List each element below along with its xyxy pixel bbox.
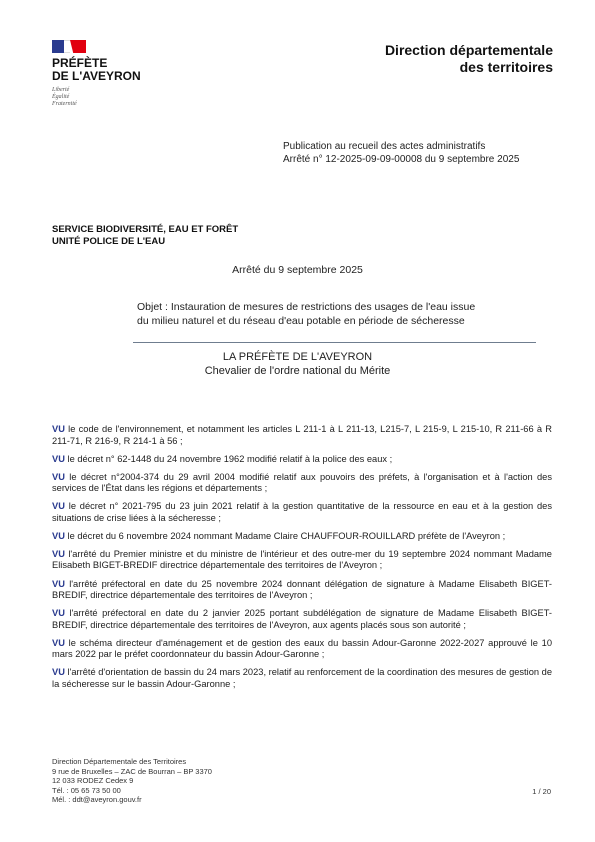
vu-text: le décret du 6 novembre 2024 nommant Madame Claire CHAUFFOUR-ROUILLARD préfète de l'Aveyron ; <box>67 530 506 541</box>
vu-keyword: VU <box>52 637 65 648</box>
vu-keyword: VU <box>52 424 65 434</box>
vu-keyword: VU <box>52 667 65 678</box>
issuing-directorate <box>385 42 553 76</box>
motto-line: Fraternité <box>52 101 77 107</box>
prefete-title: LA PRÉFÈTE DE L'AVEYRON <box>222 351 373 363</box>
marianne-flag-icon <box>52 40 86 53</box>
vu-item <box>52 531 552 543</box>
logo-line-2: DE L'AVEYRON <box>52 69 141 83</box>
vu-keyword: VU <box>52 530 65 541</box>
vu-item <box>52 608 552 631</box>
vu-text: l'arrêté préfectoral en date du 25 novembre 2024 donnant délégation de signature à Madame Elisabeth BIGET-BREDIF, directrice départementale des territoires de l'Aveyron ; <box>52 578 552 601</box>
prefete-subtitle: Chevalier de l'ordre national du Mérite <box>204 365 391 377</box>
vu-text: l'arrêté du Premier ministre et du ministre de l'intérieur et des outre-mer du 19 septembre 2024 nommant Madame Elisabeth BIGET-BREDIF directrice départementale des territoires de l'Aveyron ; <box>52 548 552 571</box>
vu-text: le décret n° 62-1448 du 24 novembre 1962 modifié relatif à la police des eaux ; <box>67 453 393 464</box>
motto <box>52 87 162 108</box>
objet-block <box>137 300 557 328</box>
motto-line: Liberté <box>52 87 70 93</box>
vu-text: le schéma directeur d'aménagement et de gestion des eaux du bassin Adour-Garonne 2022-2027 approuvé le 10 mars 2022 par le préfet coordonnateur du bassin Adour-Garonne ; <box>52 637 552 660</box>
separator-rule <box>133 342 536 343</box>
footer-email: Mél. : ddt@aveyron.gouv.fr <box>52 795 142 804</box>
arrete-date: Arrêté du 9 septembre 2025 <box>232 264 363 276</box>
vu-item <box>52 454 552 466</box>
footer-line-2: 9 rue de Bruxelles – ZAC de Bourran – BP 3370 <box>52 766 212 776</box>
vu-text: l'arrêté préfectoral en date du 2 janvier 2025 portant subdélégation de signature de Madame Elisabeth BIGET-BREDIF, directrice départementale des territoires de l'Aveyron, aux agents placés sous son autorité ; <box>52 608 552 630</box>
directorate-line-1: Direction départementale <box>384 42 553 58</box>
vu-keyword: VU <box>52 608 65 619</box>
directorate-line-2: des territoires <box>459 59 553 75</box>
publication-line-1: Publication au recueil des actes administratifs <box>283 141 486 152</box>
vu-keyword: VU <box>52 453 65 464</box>
vu-item <box>52 667 552 690</box>
vu-item <box>52 501 552 524</box>
vu-item <box>52 638 552 661</box>
vu-text: le décret n° 2021-795 du 23 juin 2021 relatif à la gestion quantitative de la ressource en eau et à la gestion des situations de crise liées à la sécheresse ; <box>52 501 552 523</box>
vu-item <box>52 549 552 572</box>
prefecture-logo <box>52 40 162 108</box>
logo-line-1: PRÉFÈTE <box>52 56 108 70</box>
vu-text: l'arrêté d'orientation de bassin du 24 mars 2023, relatif au renforcement de la coordination des mesures de gestion de la sécheresse sur le bassin Adour-Garonne ; <box>52 667 552 689</box>
prefete-heading <box>0 350 595 378</box>
vu-keyword: VU <box>52 471 65 482</box>
objet-line-2: du milieu naturel et du réseau d'eau potable en période de sécheresse <box>137 315 465 327</box>
footer-line-1: Direction Départementale des Territoires <box>52 757 187 766</box>
publication-notice <box>283 140 519 166</box>
service-line-2: UNITÉ POLICE DE L'EAU <box>52 236 166 247</box>
vu-text: le décret n°2004-374 du 29 avril 2004 modifié relatif aux pouvoirs des préfets, à l'organisation et à l'action des services de l'État dans les régions et départements ; <box>52 471 552 494</box>
publication-line-2: Arrêté n° 12-2025-09-09-00008 du 9 septembre 2025 <box>283 154 520 165</box>
vu-keyword: VU <box>52 548 65 559</box>
motto-line: Égalité <box>52 94 70 100</box>
objet-line-1: Objet : Instauration de mesures de restrictions des usages de l'eau issue <box>137 301 476 313</box>
footer-phone: Tél. : 05 65 73 50 00 <box>52 785 121 795</box>
vu-keyword: VU <box>52 578 65 589</box>
vu-list <box>52 424 552 697</box>
service-heading <box>52 224 238 248</box>
vu-keyword: VU <box>52 501 65 512</box>
vu-text: le code de l'environnement, et notamment les articles L 211-1 à L 211-13, L215-7, L 215-9, L 215-10, R 211-66 à R 211-71, R 216-9, R 214-1 à 56 ; <box>52 424 552 446</box>
vu-item <box>52 579 552 602</box>
service-line-1: SERVICE BIODIVERSITÉ, EAU ET FORÊT <box>52 224 239 235</box>
footer-line-3: 12 033 RODEZ Cedex 9 <box>52 776 134 785</box>
page-number: 1 / 20 <box>532 787 551 796</box>
vu-item <box>52 424 552 447</box>
vu-item <box>52 472 552 495</box>
footer-address <box>52 757 212 805</box>
